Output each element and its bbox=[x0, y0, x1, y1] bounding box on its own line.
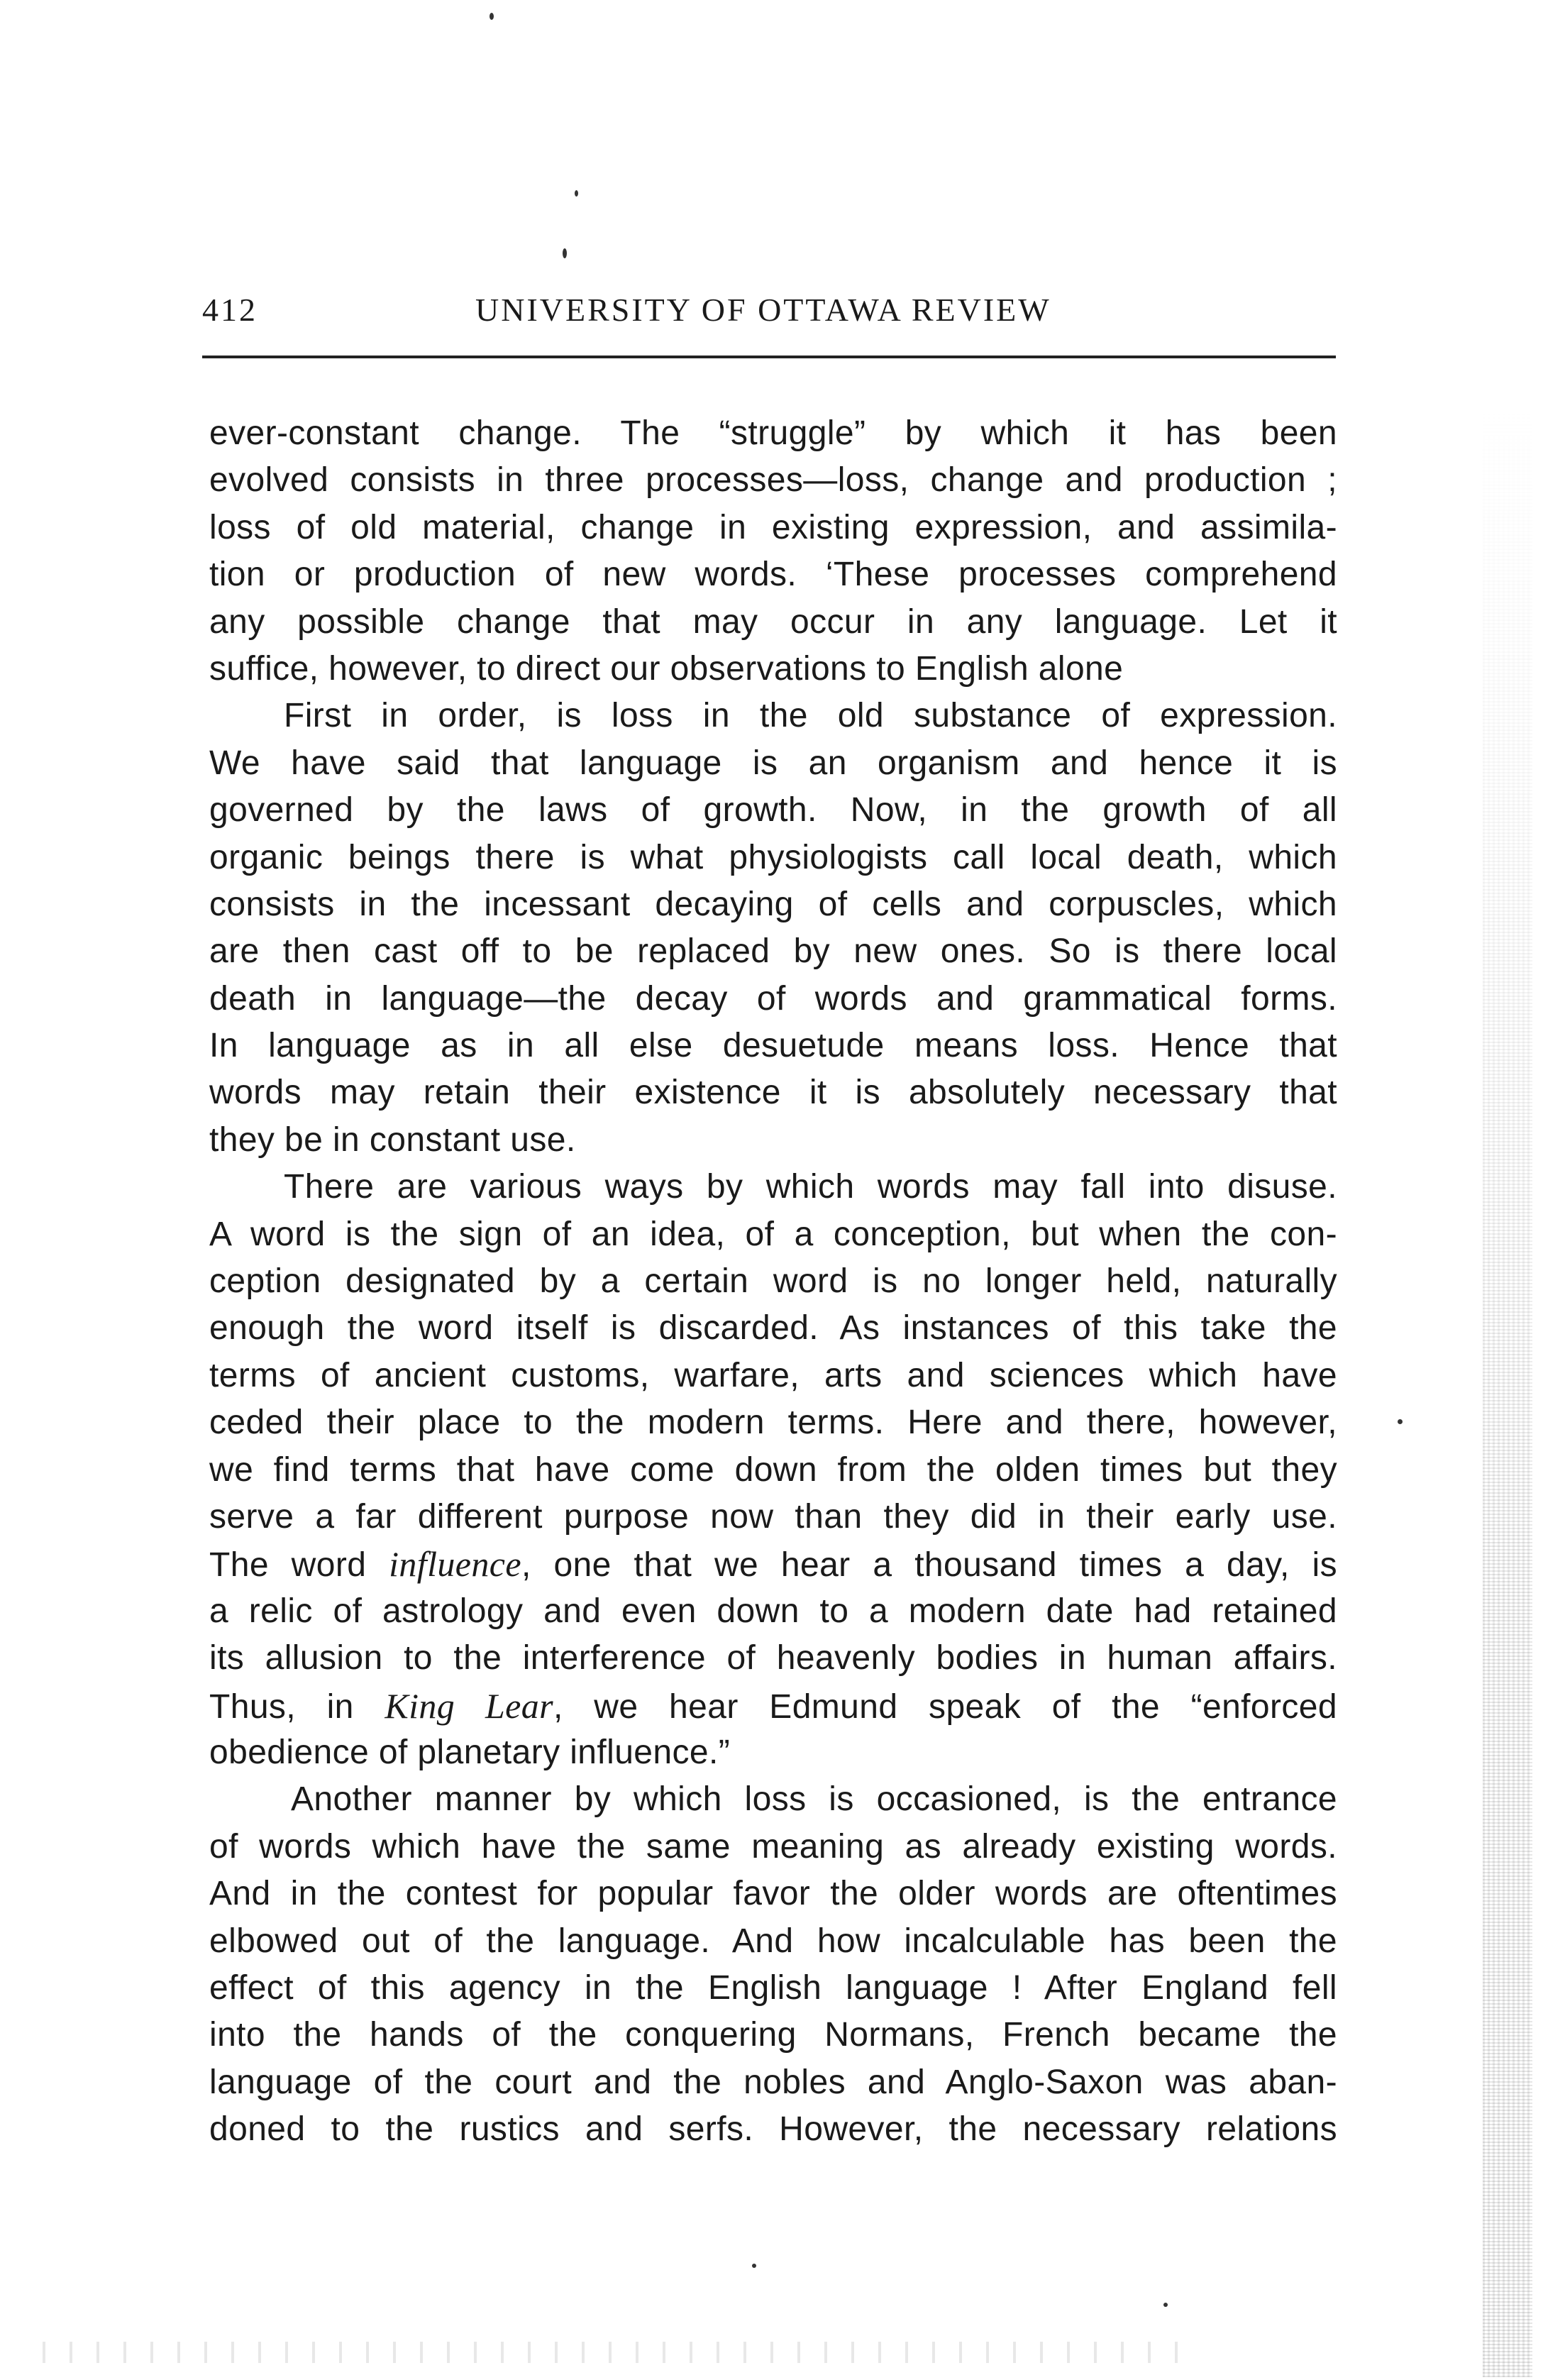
scan-noise bbox=[43, 2342, 1178, 2363]
text-line: words may retain their existence it is absolutely necessary that bbox=[209, 1074, 1337, 1112]
text-line: a relic of astrology and even down to a modern date had retained bbox=[209, 1592, 1337, 1630]
text-line: In language as in all else desuetude means loss. Hence that bbox=[209, 1027, 1337, 1065]
text-line: A word is the sign of an idea, of a conception, but when the con- bbox=[209, 1215, 1337, 1253]
scan-speck bbox=[1163, 2303, 1168, 2307]
binding-shadow bbox=[1483, 397, 1532, 2377]
text-line: And in the contest for popular favor the older words are oftentimes bbox=[209, 1875, 1337, 1913]
text-line: are then cast off to be replaced by new ones. So is there local bbox=[209, 932, 1337, 971]
text-line: of words which have the same meaning as already existing words. bbox=[209, 1827, 1337, 1866]
text-line: its allusion to the interference of heavenly bodies in human affairs. bbox=[209, 1639, 1337, 1677]
text-line: we find terms that have come down from the olden times but they bbox=[209, 1450, 1337, 1489]
text-line: ceded their place to the modern terms. Here and there, however, bbox=[209, 1404, 1337, 1442]
text-line: language of the court and the nobles and Anglo-Saxon was aban- bbox=[209, 2063, 1337, 2101]
text-line: tion or production of new words. ‘These processes comprehend bbox=[209, 556, 1337, 594]
text-line bbox=[209, 1541, 1337, 1587]
text-line: organic beings there is what physiologists call local death, which bbox=[209, 838, 1337, 876]
page-number: 412 bbox=[202, 292, 258, 328]
text-line: terms of ancient customs, warfare, arts and sciences which have bbox=[209, 1356, 1337, 1394]
text-line: elbowed out of the language. And how incalculable has been the bbox=[209, 1922, 1337, 1960]
italic-title: King Lear bbox=[385, 1685, 553, 1726]
paragraph-first-line: There are various ways by which words may fall into disuse. bbox=[284, 1168, 1337, 1206]
text-line: governed by the laws of growth. Now, in the growth of all bbox=[209, 791, 1337, 830]
scan-speck bbox=[752, 2264, 756, 2268]
paragraph-first-line: First in order, is loss in the old substance of expression. bbox=[284, 697, 1337, 735]
text-line: serve a far different purpose now than they did in their early use. bbox=[209, 1497, 1337, 1536]
italic-term: influence bbox=[389, 1544, 521, 1585]
running-head bbox=[202, 291, 1337, 334]
text-line: loss of old material, change in existing expression, and assimila- bbox=[209, 508, 1337, 546]
text-line: doned to the rustics and serfs. However, the necessary relations bbox=[209, 2110, 1337, 2149]
text-line: effect of this agency in the English language ! After England fell bbox=[209, 1968, 1337, 2007]
scan-speck bbox=[1398, 1419, 1403, 1424]
text-segment: Thus, in bbox=[209, 1687, 385, 1726]
journal-title: UNIVERSITY OF OTTAWA REVIEW bbox=[475, 292, 1051, 328]
body-text bbox=[209, 410, 1337, 2153]
text-line: they be in constant use. bbox=[209, 1120, 576, 1159]
text-segment: , we hear Edmund speak of the “enforced bbox=[553, 1687, 1337, 1726]
text-line: obedience of planetary influence.” bbox=[209, 1733, 731, 1771]
text-segment: The word bbox=[209, 1546, 389, 1585]
text-line bbox=[209, 1682, 1337, 1729]
text-line: enough the word itself is discarded. As instances of this take the bbox=[209, 1309, 1337, 1348]
text-line: any possible change that may occur in any language. Let it bbox=[209, 602, 1337, 641]
scan-speck bbox=[563, 248, 567, 258]
paragraph-first-line: Another manner by which loss is occasioned, is the entrance bbox=[291, 1780, 1337, 1819]
text-line: into the hands of the conquering Normans, French became the bbox=[209, 2016, 1337, 2054]
text-line: death in language—the decay of words and grammatical forms. bbox=[209, 979, 1337, 1018]
scan-speck bbox=[575, 190, 578, 197]
text-line: ception designated by a certain word is no longer held, naturally bbox=[209, 1262, 1337, 1301]
text-line: evolved consists in three processes—loss, change and production ; bbox=[209, 461, 1337, 500]
text-segment: , one that we hear a thousand times a day, is bbox=[521, 1546, 1337, 1585]
scan-speck bbox=[490, 13, 494, 20]
text-line: We have said that language is an organism and hence it is bbox=[209, 744, 1337, 782]
text-line: consists in the incessant decaying of cells and corpuscles, which bbox=[209, 885, 1337, 923]
text-line: ever-constant change. The “struggle” by which it has been bbox=[209, 414, 1337, 452]
header-rule bbox=[202, 356, 1336, 358]
text-line: suffice, however, to direct our observations to English alone bbox=[209, 649, 1124, 688]
